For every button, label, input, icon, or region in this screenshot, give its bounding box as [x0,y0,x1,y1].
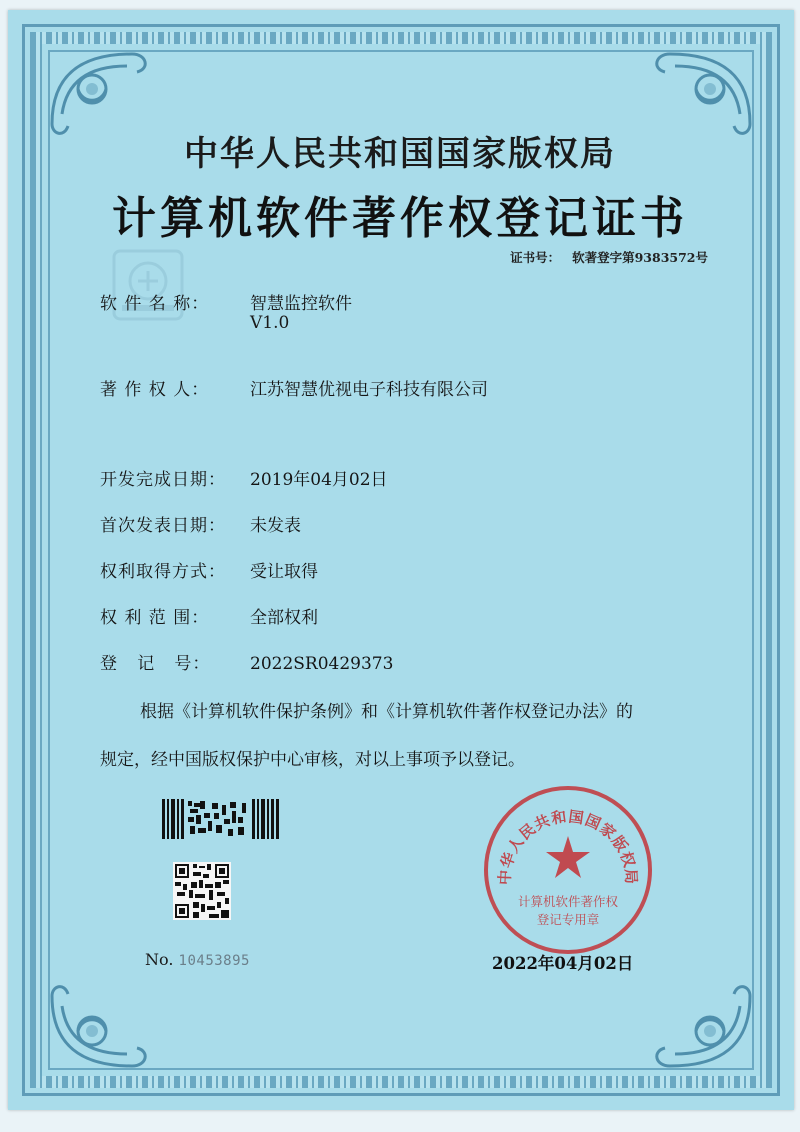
corner-ornament-bottom-left [32,976,162,1086]
field-copyright-owner [100,375,488,400]
rights-scope-label: 权 利 范 围： [100,608,210,628]
field-software-name [100,289,352,314]
software-name-label: 软 件 名 称： [100,294,210,314]
reg-no-label: 登 记 号： [100,654,211,674]
acquire-method-label: 权利取得方式： [100,562,226,582]
software-version: V1.0 [250,313,290,333]
svg-text:中华人民共和国国家版权局: 中华人民共和国国家版权局 [495,807,641,886]
first-publish-value: 未发表 [250,516,301,536]
copyright-owner-label: 著 作 权 人： [100,380,210,400]
statement-paragraph [100,688,710,784]
rights-scope-value: 全部权利 [250,608,318,628]
cert-no-label: 证书号： [510,250,561,265]
reg-no-value: 2022SR0429373 [250,654,394,674]
field-rights-scope [100,603,318,628]
barcode-icon [162,799,280,839]
qr-code-icon [173,862,231,920]
field-registration-number [100,649,393,674]
svg-text:登记专用章: 登记专用章 [536,912,600,927]
serial-number [145,950,250,969]
field-acquire-method [100,557,318,582]
copyright-owner-value: 江苏智慧优视电子科技有限公司 [250,380,488,400]
statement-line-1: 根据《计算机软件保护条例》和《计算机软件著作权登记办法》的 [140,702,633,722]
svg-text:计算机软件著作权: 计算机软件著作权 [517,894,619,909]
cert-no-value: 软著登字第9383572号 [572,250,708,265]
field-first-publish [100,511,301,536]
field-completion-date [100,465,388,490]
serial-label: No. [145,950,174,969]
software-name-value: 智慧监控软件 [250,294,352,314]
acquire-method-value: 受让取得 [250,562,318,582]
corner-ornament-bottom-right [640,976,770,1086]
certificate-title: 计算机软件著作权登记证书 [112,193,688,244]
serial-value: 10453895 [178,953,250,969]
first-publish-label: 首次发表日期： [100,516,226,536]
issue-date: 2022年04月02日 [492,954,634,973]
statement-line-2: 规定，经中国版权保护中心审核，对以上事项予以登记。 [100,750,525,770]
official-seal-stamp [482,784,654,956]
completion-date-value: 2019年04月02日 [250,470,388,490]
certificate-number [510,248,708,266]
issuer-title: 中华人民共和国国家版权局 [184,134,616,174]
completion-date-label: 开发完成日期： [100,470,226,490]
